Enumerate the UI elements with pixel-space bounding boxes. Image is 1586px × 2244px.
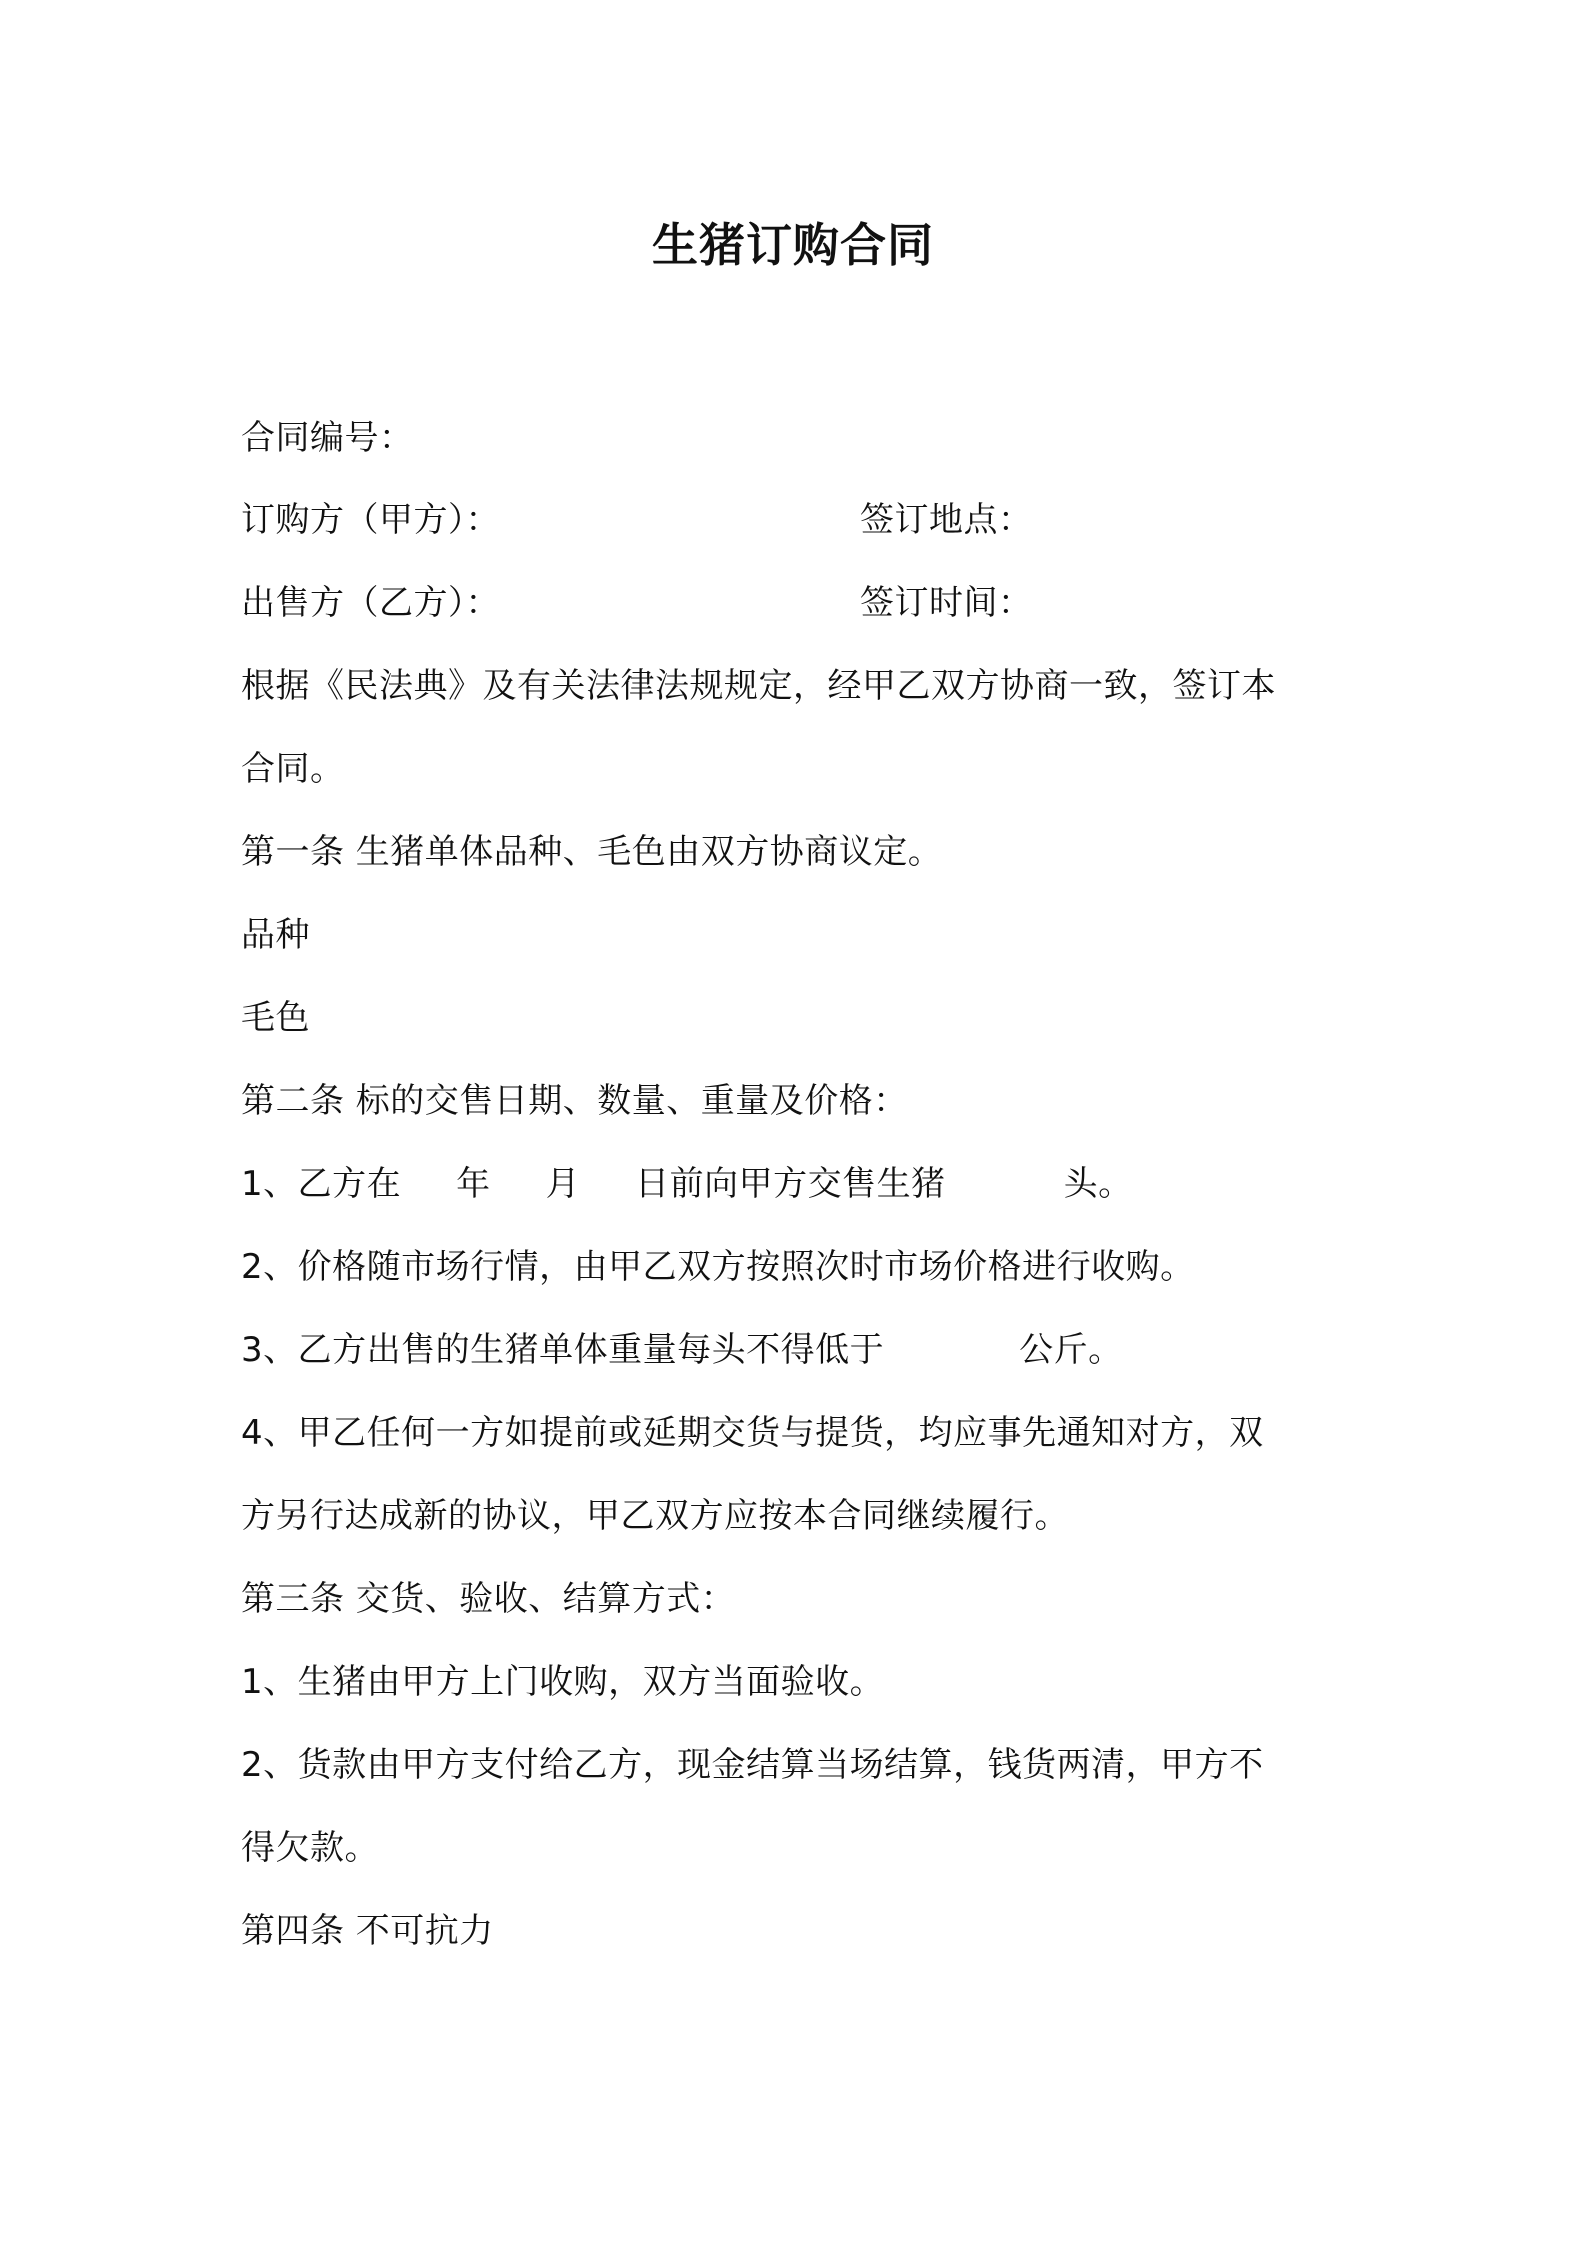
article-2-item-4-line-1: 4、甲乙任何一方如提前或延期交货与提货，均应事先通知对方，双 (241, 1413, 1264, 1453)
article-2-item-1 (241, 1154, 1133, 1214)
item1-mid: 日前向甲方交售生猪 (635, 1164, 946, 1204)
article-1-heading: 第一条 生猪单体品种、毛色由双方协商议定。 (241, 832, 943, 872)
article-3-item-2-line-2: 得欠款。 (241, 1828, 379, 1868)
article-2-item-4-line-2: 方另行达成新的协议，甲乙双方应按本合同继续履行。 (241, 1496, 1069, 1536)
item1-month: 月 (545, 1164, 581, 1204)
item1-prefix: 1、乙方在 (241, 1164, 402, 1204)
item3-suffix: 公斤。 (1019, 1330, 1123, 1370)
contract-number-label: 合同编号： (241, 418, 414, 458)
article-1-color: 毛色 (241, 998, 310, 1038)
preamble-line-1: 根据《民法典》及有关法律法规规定，经甲乙双方协商一致，签订本 (241, 666, 1276, 706)
page-title: 生猪订购合同 (652, 218, 934, 272)
article-1-breed: 品种 (241, 915, 310, 955)
article-3-item-1: 1、生猪由甲方上门收购，双方当面验收。 (241, 1662, 885, 1702)
item3-prefix: 3、乙方出售的生猪单体重量每头不得低于 (241, 1330, 885, 1370)
preamble-line-2: 合同。 (241, 749, 345, 789)
sign-place-label: 签订地点： (860, 500, 1033, 540)
article-2-item-2: 2、价格随市场行情，由甲乙双方按照次时市场价格进行收购。 (241, 1247, 1195, 1287)
article-4-heading: 第四条 不可抗力 (241, 1911, 494, 1951)
article-3-heading: 第三条 交货、验收、结算方式： (241, 1579, 736, 1619)
article-2-heading: 第二条 标的交售日期、数量、重量及价格： (241, 1081, 908, 1121)
article-2-item-3 (241, 1320, 1123, 1380)
buyer-label: 订购方（甲方）： (241, 500, 500, 540)
article-3-item-2-line-1: 2、货款由甲方支付给乙方，现金结算当场结算，钱货两清，甲方不 (241, 1745, 1264, 1785)
sign-time-label: 签订时间： (860, 583, 1033, 623)
seller-label: 出售方（乙方）： (241, 583, 500, 623)
item1-year: 年 (456, 1164, 491, 1204)
item1-suffix: 头。 (1063, 1164, 1133, 1204)
